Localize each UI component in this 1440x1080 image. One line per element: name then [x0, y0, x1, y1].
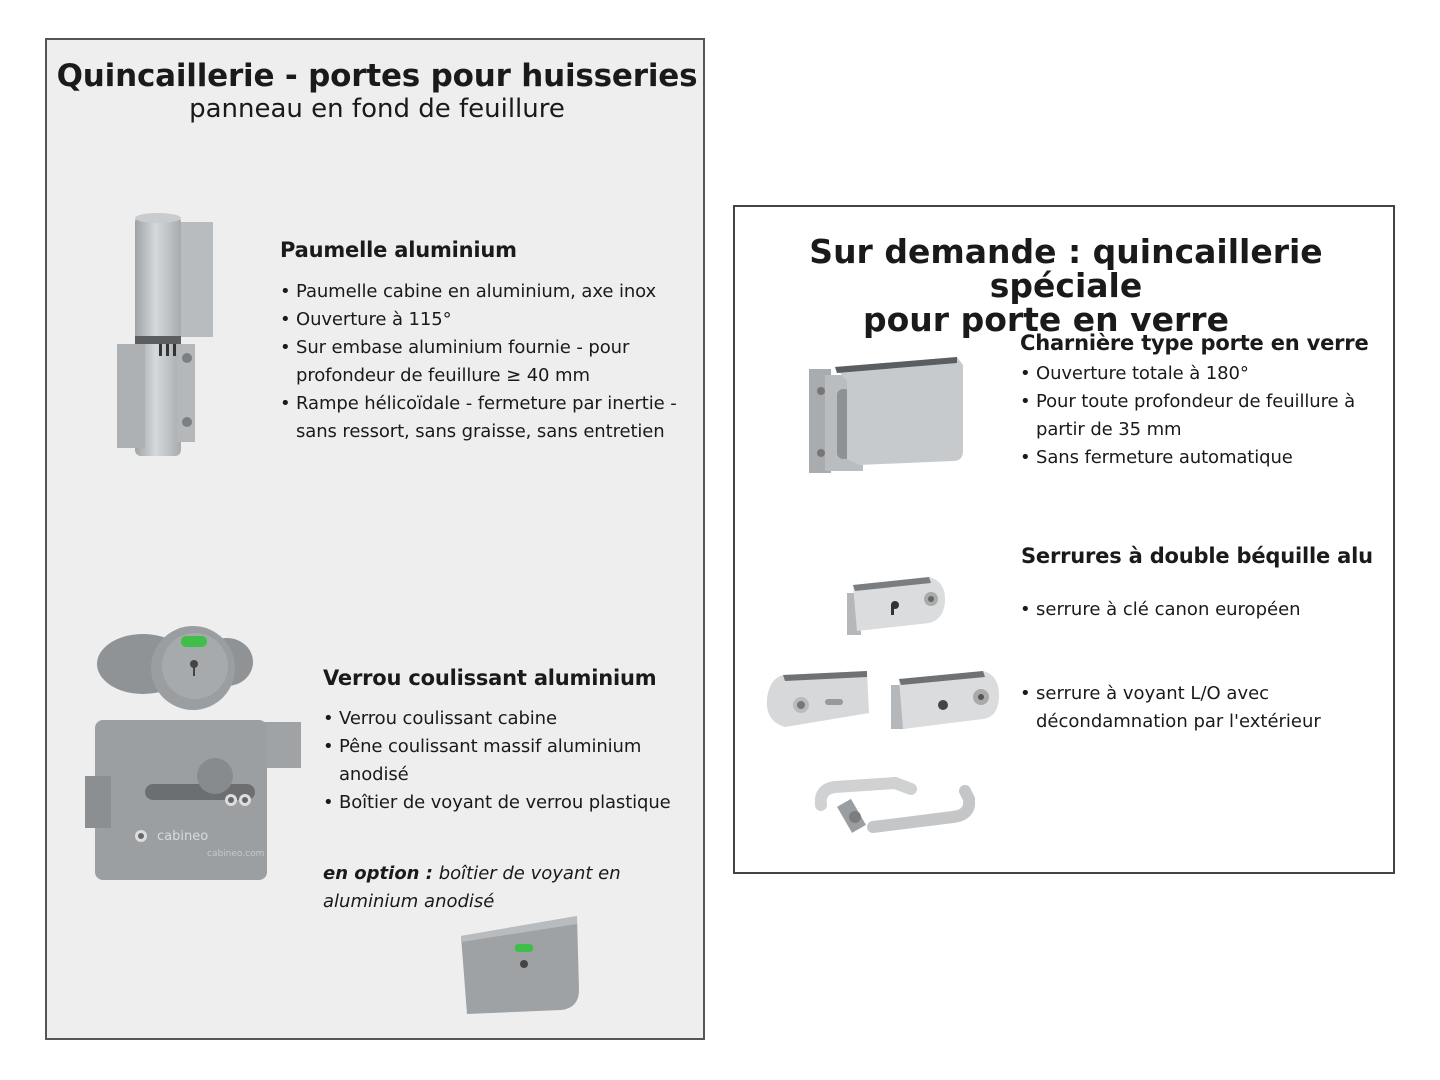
brand-url: cabineo.com: [207, 849, 265, 859]
locks-item-key: • serrure à clé canon européen: [1020, 596, 1396, 624]
right-panel-title-line1: Sur demande : quincaillerie spéciale: [809, 232, 1323, 305]
list-item: • Ouverture totale à 180°: [1020, 360, 1380, 388]
sliding-lock-image: [85, 716, 310, 886]
list-item: • Rampe hélicoïdale - fermeture par inertie - sans ressort, sans graisse, sans entretien: [280, 390, 700, 446]
indicator-lock-inner-image: [889, 667, 1001, 739]
list-item: • Sur embase aluminium fournie - pour profondeur de feuillure ≥ 40 mm: [280, 334, 700, 390]
option-note: [323, 860, 663, 916]
indicator-lock-outer-image: [763, 665, 873, 735]
locks-item-indicator: • serrure à voyant L/O avec décondamnation par l'extérieur: [1020, 680, 1366, 736]
glass-hinge-image: [807, 355, 967, 477]
glass-hinge-heading: Charnière type porte en verre: [1020, 331, 1369, 355]
option-label: en option :: [323, 863, 433, 884]
list-item: • Sans fermeture automatique: [1020, 444, 1380, 472]
option-text: boîtier de voyant en aluminium anodisé: [323, 863, 621, 912]
lock-knob-image: [95, 610, 255, 720]
hinge-heading: Paumelle aluminium: [280, 238, 517, 262]
list-item: • Pour toute profondeur de feuillure à partir de 35 mm: [1020, 388, 1380, 444]
list-item: • Ouverture à 115°: [280, 306, 700, 334]
hinge-bullet-list: [280, 278, 700, 446]
left-panel-subtitle: panneau en fond de feuillure: [189, 94, 565, 124]
door-handle-image: [815, 759, 975, 845]
lock-heading: Verrou coulissant aluminium: [323, 666, 657, 690]
lock-bullet-list: [323, 705, 703, 817]
left-panel: [45, 38, 705, 1040]
left-panel-title: Quincaillerie - portes pour huisseries: [56, 58, 698, 94]
right-panel-title: [735, 232, 1397, 339]
list-item: • Pêne coulissant massif aluminium anodisé: [323, 733, 703, 789]
hinge-image: [109, 210, 229, 460]
list-item: • Paumelle cabine en aluminium, axe inox: [280, 278, 700, 306]
right-panel-title-line2: pour porte en verre: [863, 300, 1229, 339]
glass-hinge-bullet-list: [1020, 360, 1380, 472]
list-item: • Verrou coulissant cabine: [323, 705, 703, 733]
right-panel: [733, 205, 1395, 874]
brand-logo: cabineo: [157, 829, 209, 844]
key-lock-image: [845, 571, 947, 641]
list-item: • Boîtier de voyant de verrou plastique: [323, 789, 703, 817]
locks-heading: Serrures à double béquille alu: [1021, 544, 1373, 568]
indicator-box-image: [457, 912, 583, 1016]
